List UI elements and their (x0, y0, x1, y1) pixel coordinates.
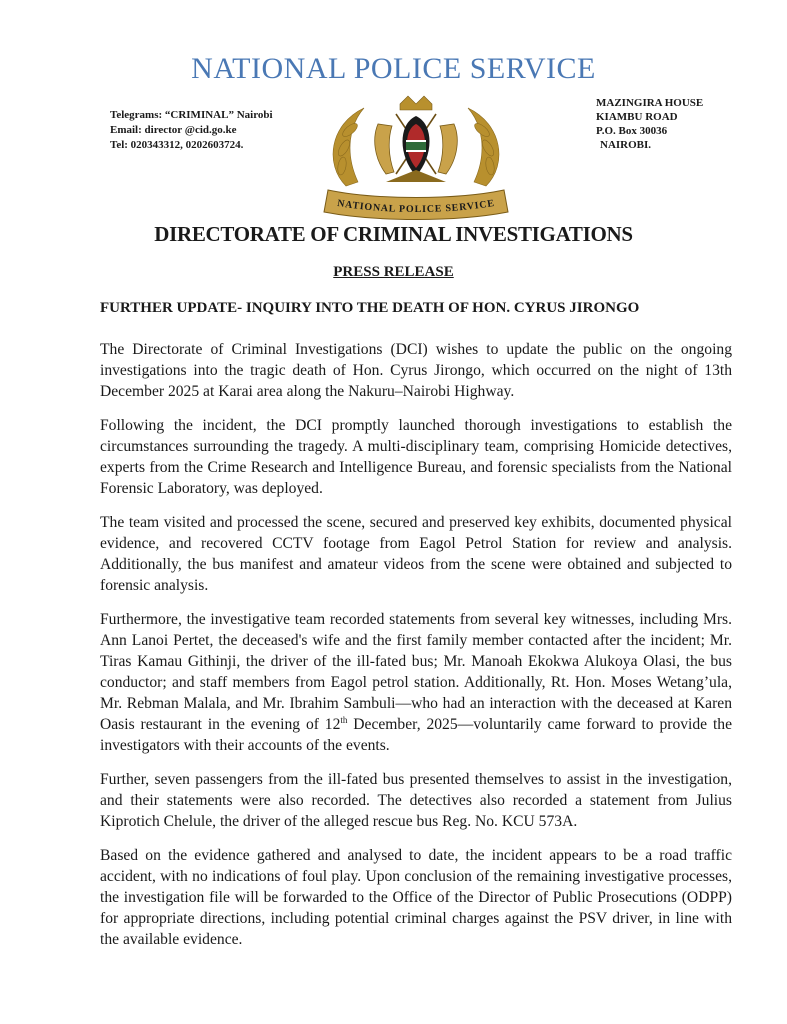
paragraph-6: Based on the evidence gathered and analysed to date, the incident appears to be a road traffic accident, with no indications of foul play. Upon conclusion of the remaining investigative processes, the investigation file will be forwarded to the Office of the Director of Public Prosecutions (ODPP) for appropriate directions, including potential criminal charges against the PSV driver, in line with the available evidence. (100, 847, 732, 948)
seal-banner-text: NATIONAL POLICE SERVICE (336, 197, 496, 216)
ordinal-superscript: th (340, 714, 348, 725)
address-po-box: P.O. Box 30036 (596, 125, 668, 137)
paragraph-4-part-b: December, 2025—voluntarily came forward to provide the investigators with their accounts of the events. (100, 716, 732, 754)
police-crest-icon (316, 94, 516, 222)
address-city: NAIROBI. (600, 139, 652, 151)
contact-details-left (110, 108, 273, 153)
paragraph-2: Following the incident, the DCI promptly launched thorough investigations to establish the circumstances surrounding the tragedy. A multi-disciplinary team, comprising Homicide detectives, experts from the Crime Research and Intelligence Bureau, and forensic specialists from the National Forensic Laboratory, was deployed. (100, 417, 732, 497)
agency-title: NATIONAL POLICE SERVICE (191, 52, 596, 85)
directorate-title: DIRECTORATE OF CRIMINAL INVESTIGATIONS (154, 222, 633, 246)
release-headline: FURTHER UPDATE- INQUIRY INTO THE DEATH OF HON. CYRUS JIRONGO (100, 300, 640, 316)
email-line: Email: director @cid.go.ke (110, 124, 237, 136)
address-building: MAZINGIRA HOUSE (596, 97, 704, 109)
paragraph-3: The team visited and processed the scene, secured and preserved key exhibits, documented physical evidence, and recovered CCTV footage from Eagol Petrol Station for review and analysis. Additionally, the bus manifest and amateur videos from the scene were obtained and subjected to forensic analysis. (100, 514, 732, 594)
contact-details-right (596, 96, 703, 152)
telegrams-line: Telegrams: “CRIMINAL” Nairobi (110, 109, 273, 121)
press-release-label: PRESS RELEASE (333, 264, 454, 280)
telephone-line: Tel: 020343312, 0202603724. (110, 139, 244, 151)
paragraph-4 (100, 609, 732, 756)
paragraph-1: The Directorate of Criminal Investigations (DCI) wishes to update the public on the ongoing investigations into the tragic death of Hon. Cyrus Jirongo, which occurred on the night of 13th December 2025 at Karai area along the Nakuru–Nairobi Highway. (100, 341, 732, 400)
release-body (100, 339, 732, 963)
address-road: KIAMBU ROAD (596, 111, 678, 123)
paragraph-5: Further, seven passengers from the ill-fated bus presented themselves to assist in the investigation, and their statements were also recorded. The detectives also recorded a statement from Julius Kiprotich Chelule, the driver of the alleged rescue bus Reg. No. KCU 573A. (100, 771, 732, 830)
paragraph-4-part-a: Furthermore, the investigative team recorded statements from several key witnesses, including Mrs. Ann Lanoi Pertet, the deceased's wife and the first family member contacted after the incident; Mr. Tiras Kamau Githinji, the driver of the ill-fated bus; Mr. Manoah Ekokwa Alukoya Olasi, the bus conductor; and staff members from Eagol petrol station. Additionally, Rt. Hon. Moses Wetang’ula, Mr. Rebman Malala, and Mr. Ibrahim Sambuli—who had an interaction with the deceased at Karen Oasis restaurant in the evening of 12 (100, 611, 732, 733)
